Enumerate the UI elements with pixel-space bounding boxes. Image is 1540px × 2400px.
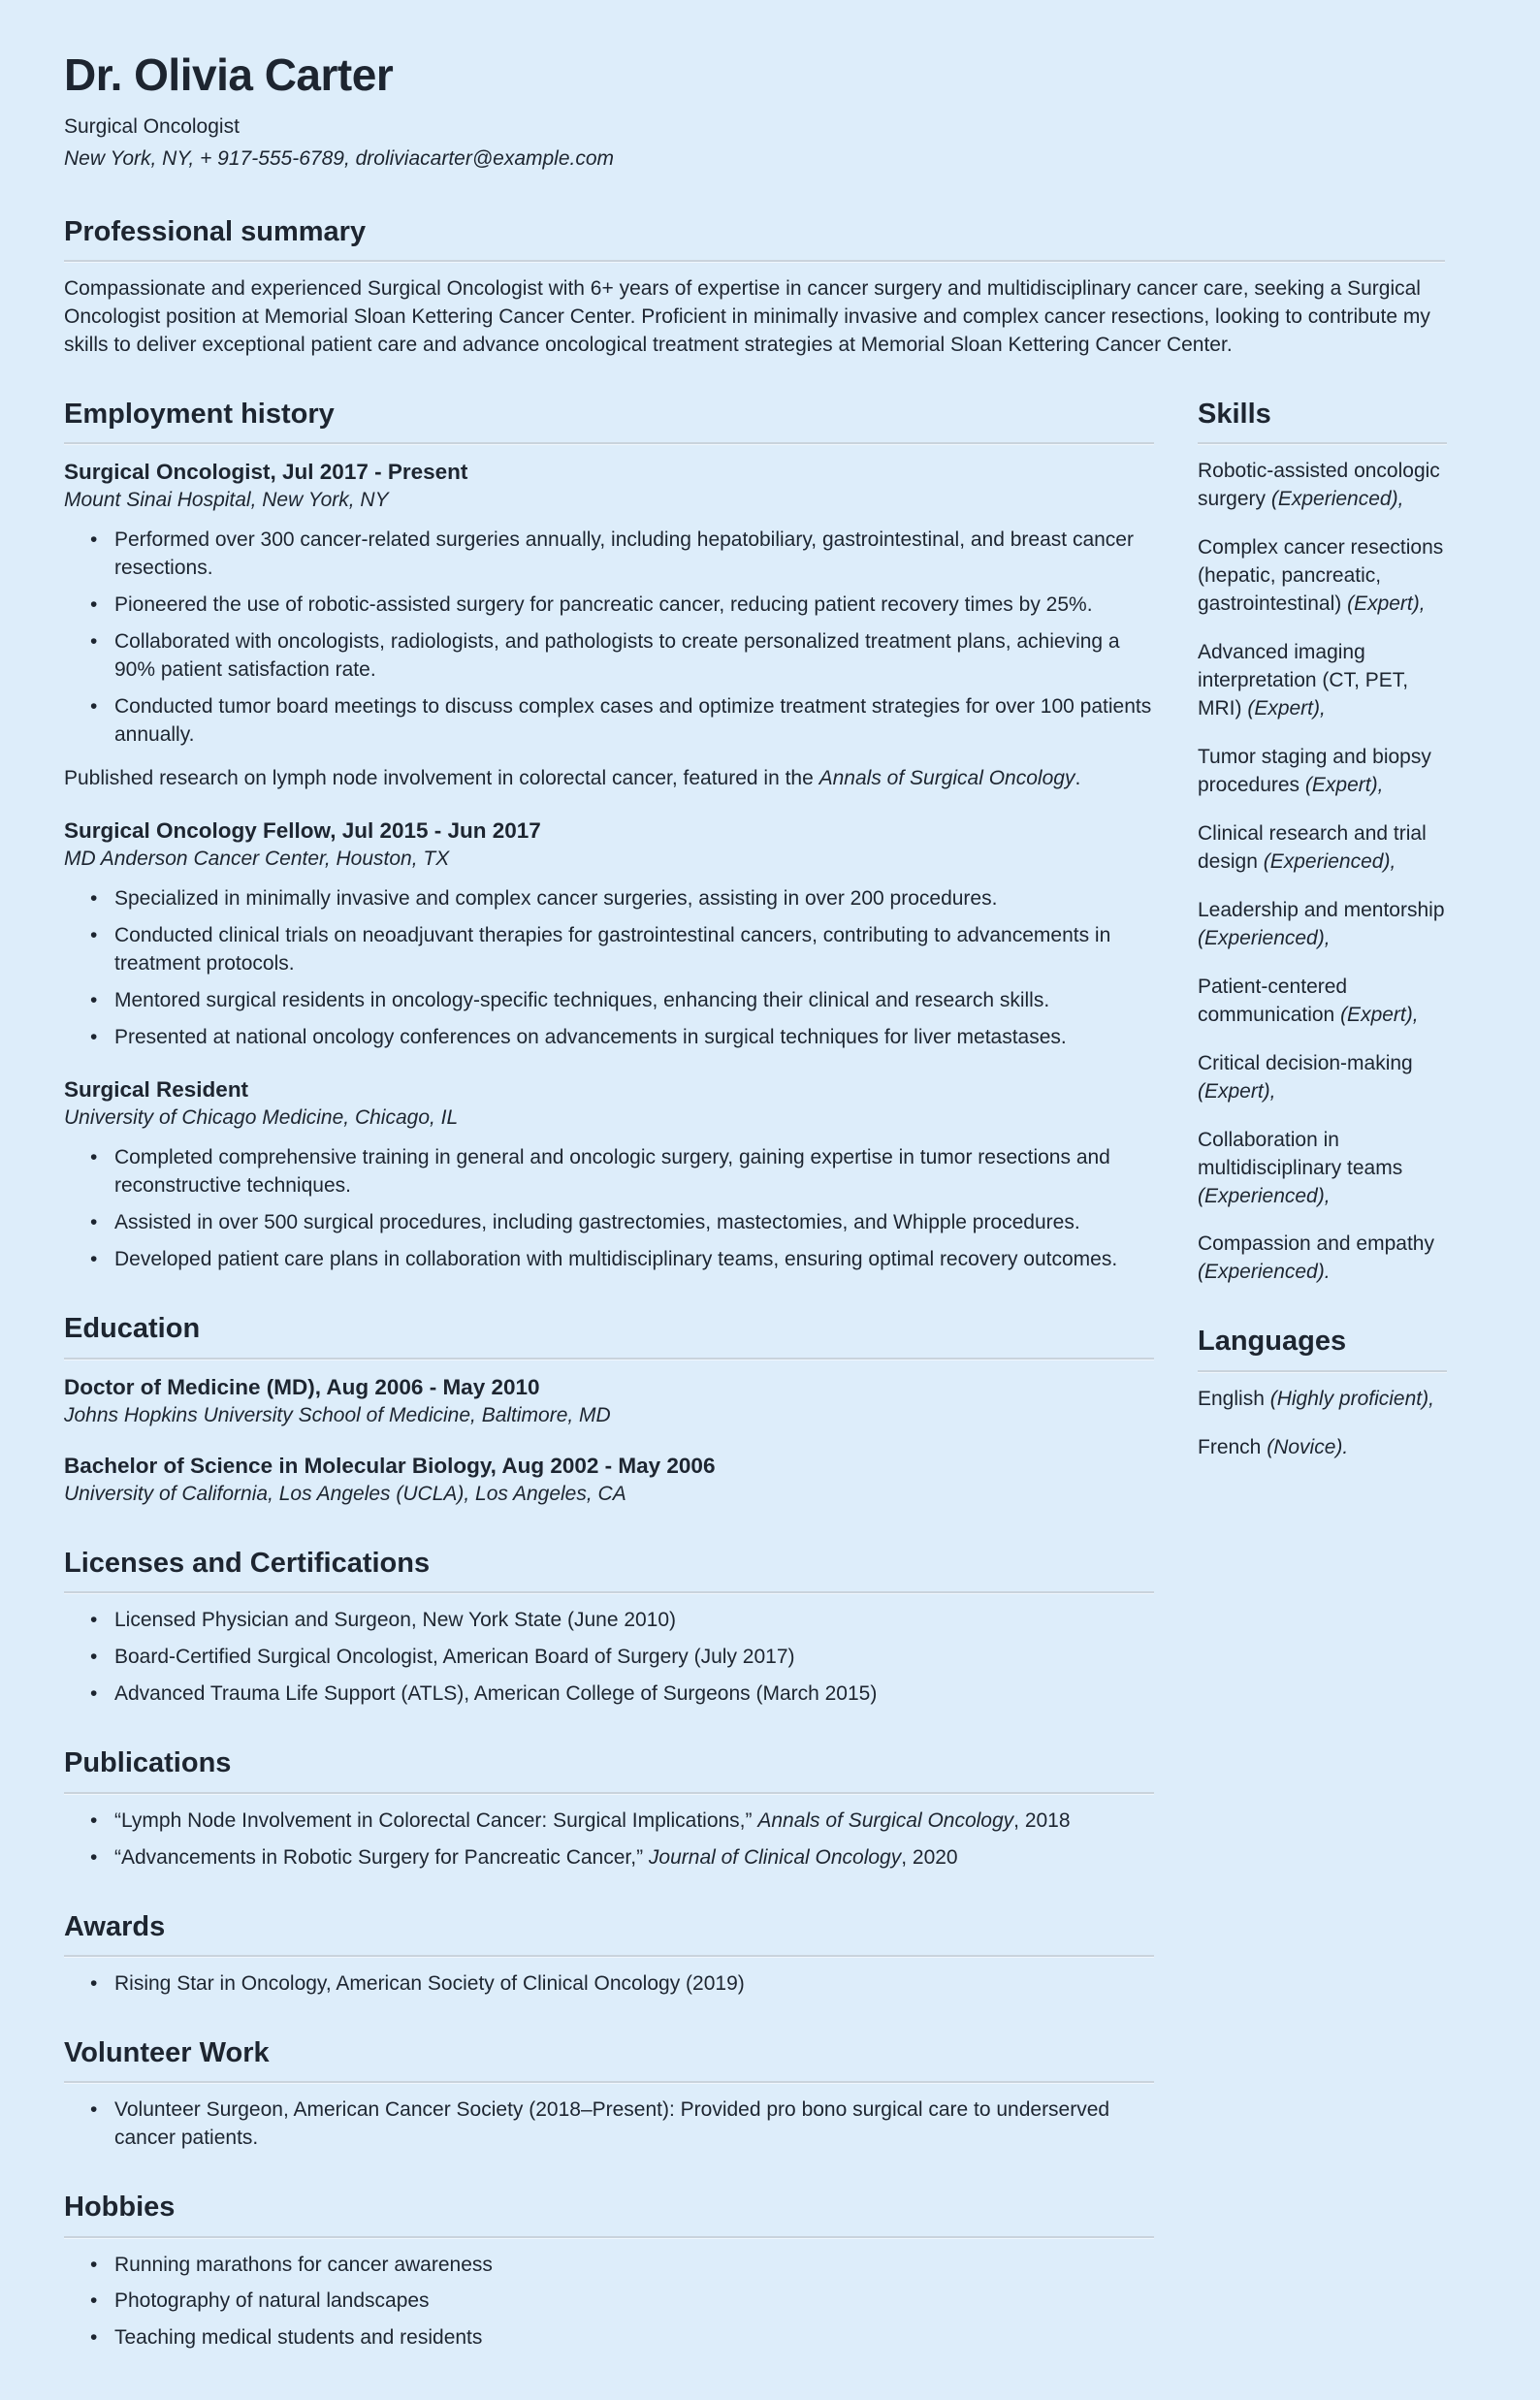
- education-school: Johns Hopkins University School of Medicine, Baltimore, MD: [64, 1403, 611, 1426]
- main-column: [64, 399, 1154, 2362]
- skill-item: [1198, 534, 1447, 619]
- section-employment-history: [64, 399, 1154, 1274]
- job-bullet: • Conducted clinical trials on neoadjuvant therapies for gastrointestinal cancers, contributing to advancements in treatment protocols.: [64, 922, 1154, 978]
- education-degree: Doctor of Medicine (MD), Aug 2006 - May 2010: [64, 1374, 540, 1399]
- volunteer-item: • Volunteer Surgeon, American Cancer Society (2018–Present): Provided pro bono surgical care to underserved cancer patients.: [64, 2096, 1154, 2153]
- skill-level: (Expert),: [1198, 1079, 1276, 1103]
- job-bullet-list: [64, 527, 1154, 750]
- education-degree: Bachelor of Science in Molecular Biology, Aug 2002 - May 2006: [64, 1453, 716, 1478]
- publication-journal: Annals of Surgical Oncology: [757, 1808, 1014, 1832]
- section-hobbies: [64, 2192, 1154, 2352]
- publication-item: [64, 1844, 1154, 1872]
- skill-level: (Expert),: [1247, 696, 1326, 720]
- language-name: English: [1198, 1387, 1270, 1410]
- job-company: Mount Sinai Hospital, New York, NY: [64, 489, 389, 512]
- volunteer-list: [64, 2096, 1154, 2153]
- summary-heading: Professional summary: [64, 216, 1445, 262]
- two-column-area: [64, 399, 1445, 2362]
- job-title: Surgical Oncologist, Jul 2017 - Present: [64, 460, 468, 485]
- job-bullet: • Pioneered the use of robotic-assisted surgery for pancreatic cancer, reducing patient recovery times by 25%.: [64, 592, 1154, 620]
- publication-journal: Journal of Clinical Oncology: [648, 1845, 902, 1869]
- license-item: • Advanced Trauma Life Support (ATLS), American College of Surgeons (March 2015): [64, 1680, 1154, 1709]
- hobby-item: • Teaching medical students and residents: [64, 2324, 1154, 2352]
- skill-level: (Experienced),: [1198, 926, 1331, 949]
- licenses-heading: Licenses and Certifications: [64, 1548, 1154, 1593]
- skill-item: [1198, 1231, 1447, 1287]
- skill-item: [1198, 1127, 1447, 1211]
- skill-item: [1198, 1050, 1447, 1106]
- skill-item: [1198, 897, 1447, 953]
- skill-name: Complex cancer resections (hepatic, pancreatic, gastrointestinal): [1198, 536, 1444, 615]
- hobbies-heading: Hobbies: [64, 2192, 1154, 2237]
- education-heading: Education: [64, 1313, 1154, 1359]
- job-note-end: .: [1075, 767, 1081, 790]
- job-bullet: • Completed comprehensive training in general and oncologic surgery, gaining expertise in tumor resections and reconstructive techniques.: [64, 1144, 1154, 1200]
- skill-level: (Expert),: [1304, 773, 1384, 796]
- skill-level: (Experienced).: [1198, 1261, 1331, 1284]
- skill-level: (Experienced),: [1198, 1184, 1331, 1207]
- skills-heading: Skills: [1198, 399, 1447, 444]
- sidebar: [1198, 399, 1447, 2362]
- job-bullet: • Developed patient care plans in collaboration with multidisciplinary teams, ensuring optimal recovery outcomes.: [64, 1246, 1154, 1274]
- volunteer-heading: Volunteer Work: [64, 2037, 1154, 2083]
- section-volunteer-work: [64, 2037, 1154, 2153]
- skill-name: Leadership and mentorship: [1198, 898, 1445, 921]
- section-professional-summary: [64, 216, 1445, 360]
- job-bullet: • Mentored surgical residents in oncology-specific techniques, enhancing their clinical and research skills.: [64, 987, 1154, 1015]
- skill-item: [1198, 820, 1447, 877]
- job-company: MD Anderson Cancer Center, Houston, TX: [64, 848, 450, 871]
- job-title: Surgical Oncology Fellow, Jul 2015 - Jun 2017: [64, 818, 541, 844]
- skill-level: (Experienced),: [1270, 488, 1404, 511]
- candidate-name: Dr. Olivia Carter: [64, 49, 394, 100]
- job-note: [64, 765, 1154, 793]
- job-entry: [64, 1075, 1154, 1274]
- skill-item: [1198, 458, 1447, 514]
- section-awards: [64, 1911, 1154, 1999]
- languages-heading: Languages: [1198, 1326, 1447, 1371]
- employment-heading: Employment history: [64, 399, 1154, 444]
- publication-title: “Advancements in Robotic Surgery for Pancreatic Cancer,”: [114, 1845, 649, 1869]
- skill-name: Clinical research and trial design: [1198, 821, 1427, 873]
- job-title: Surgical Resident: [64, 1077, 249, 1103]
- publications-list: [64, 1808, 1154, 1872]
- hobby-item: • Running marathons for cancer awareness: [64, 2252, 1154, 2280]
- publication-year: , 2020: [901, 1845, 958, 1869]
- education-school: University of California, Los Angeles (UCLA), Los Angeles, CA: [64, 1483, 626, 1506]
- publications-heading: Publications: [64, 1747, 1154, 1793]
- job-bullet: • Collaborated with oncologists, radiologists, and pathologists to create personalized treatment plans, achieving a 90% patient satisfaction rate.: [64, 628, 1154, 685]
- awards-heading: Awards: [64, 1911, 1154, 1957]
- job-company: University of Chicago Medicine, Chicago, IL: [64, 1106, 459, 1130]
- contact-line: New York, NY, + 917-555-6789, droliviacarter@example.com: [64, 146, 615, 170]
- education-entry: [64, 1452, 1154, 1509]
- skill-level: (Expert),: [1347, 592, 1426, 615]
- license-item: • Licensed Physician and Surgeon, New York State (June 2010): [64, 1607, 1154, 1635]
- skill-item: [1198, 744, 1447, 800]
- section-education: [64, 1313, 1154, 1509]
- job-bullet: • Conducted tumor board meetings to discuss complex cases and optimize treatment strategies for over 100 patients annually.: [64, 693, 1154, 750]
- language-level: (Novice).: [1267, 1435, 1349, 1458]
- job-bullet: • Assisted in over 500 surgical procedures, including gastrectomies, mastectomies, and Whipple procedures.: [64, 1209, 1154, 1237]
- section-skills: [1198, 399, 1447, 1288]
- job-entry: [64, 458, 1154, 793]
- skill-name: Advanced imaging interpretation (CT, PET, MRI): [1198, 640, 1409, 720]
- language-item: [1198, 1386, 1447, 1414]
- job-entry: [64, 816, 1154, 1052]
- license-item: • Board-Certified Surgical Oncologist, American Board of Surgery (July 2017): [64, 1644, 1154, 1672]
- hobbies-list: [64, 2252, 1154, 2353]
- job-note-journal: Annals of Surgical Oncology: [818, 767, 1075, 790]
- skill-level: (Expert),: [1340, 1003, 1419, 1026]
- skill-name: Critical decision-making: [1198, 1051, 1413, 1074]
- publication-year: , 2018: [1013, 1808, 1071, 1832]
- education-entry: [64, 1373, 1154, 1430]
- skill-name: Compassion and empathy: [1198, 1232, 1434, 1256]
- section-publications: [64, 1747, 1154, 1872]
- resume-header: [64, 50, 1445, 174]
- language-item: [1198, 1434, 1447, 1462]
- language-name: French: [1198, 1435, 1267, 1458]
- publication-item: [64, 1808, 1154, 1836]
- skill-item: [1198, 639, 1447, 723]
- skill-level: (Experienced),: [1263, 849, 1396, 873]
- section-licenses: [64, 1548, 1154, 1709]
- hobby-item: • Photography of natural landscapes: [64, 2288, 1154, 2316]
- job-note-text: Published research on lymph node involvement in colorectal cancer, featured in the: [64, 767, 819, 790]
- awards-list: [64, 1970, 1154, 1999]
- skill-name: Collaboration in multidisciplinary teams: [1198, 1128, 1403, 1179]
- summary-text: Compassionate and experienced Surgical Oncologist with 6+ years of expertise in cancer surgery and multidisciplinary cancer care, seeking a Surgical Oncologist position at Memorial Sloan Kettering Cancer Center. Proficient in minimally invasive and complex cancer resections, looking to contribute my skills to deliver exceptional patient care and advance oncological treatment strategies at Memorial Sloan Kettering Cancer Center.: [64, 276, 1430, 356]
- skill-name: Tumor staging and biopsy procedures: [1198, 745, 1431, 796]
- job-bullet-list: [64, 1144, 1154, 1274]
- skill-name: Patient-centered communication: [1198, 975, 1348, 1026]
- job-bullet-list: [64, 885, 1154, 1052]
- licenses-list: [64, 1607, 1154, 1709]
- job-bullet: • Performed over 300 cancer-related surgeries annually, including hepatobiliary, gastrointestinal, and breast cancer resections.: [64, 527, 1154, 583]
- job-bullet: • Presented at national oncology conferences on advancements in surgical techniques for liver metastases.: [64, 1024, 1154, 1052]
- skill-name: Robotic-assisted oncologic surgery: [1198, 460, 1440, 511]
- candidate-job-title: Surgical Oncologist: [64, 114, 240, 138]
- skill-item: [1198, 974, 1447, 1030]
- job-bullet: • Specialized in minimally invasive and complex cancer surgeries, assisting in over 200 procedures.: [64, 885, 1154, 913]
- section-languages: [1198, 1326, 1447, 1461]
- award-item: • Rising Star in Oncology, American Society of Clinical Oncology (2019): [64, 1970, 1154, 1999]
- publication-title: “Lymph Node Involvement in Colorectal Cancer: Surgical Implications,”: [114, 1808, 758, 1832]
- language-level: (Highly proficient),: [1269, 1387, 1434, 1410]
